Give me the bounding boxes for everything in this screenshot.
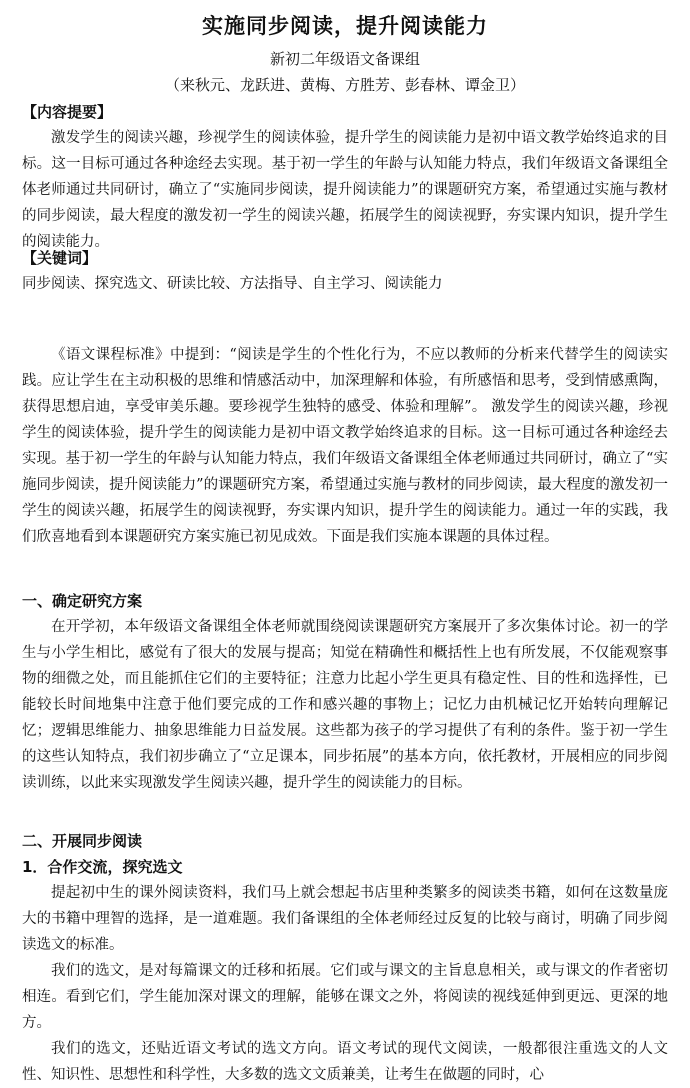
subsection-1-heading: 1．合作交流，探究选文 — [22, 858, 183, 876]
document-subtitle: 新初二年级语文备课组 — [269, 50, 420, 68]
keywords-label: 【关键词】 — [22, 249, 98, 267]
abstract-section — [22, 99, 668, 255]
document-title: 实施同步阅读，提升阅读能力 — [202, 14, 488, 38]
intro-paragraph: 《语文课程标准》中提到：“阅读是学生的个性化行为，不应以教师的分析来代替学生的阅读实践。应让学生在主动积极的思维和情感活动中，加深理解和体验，有所感悟和思考，受到情感熏陶，获得思想启迪，享受审美乐趣。要珍视学生独特的感受、体验和理解”。 激发学生的阅读兴趣，珍视学生的阅读体验，提升学生的阅读能力是初中语文教学始终追求的目标。这一目标可通过各种途经去实现。基于初一学生的年龄与认知能力特点，我们年级语文备课组全体老师通过共同研讨，确立了“实施同步阅读，提升阅读能力”的课题研究方案，希望通过实施与教材的同步阅读，最大程度的激发初一学生的阅读兴趣，拓展学生的阅读视野，夯实课内知识，提升学生的阅读能力。通过一年的实践，我们欣喜地看到本课题研究方案实施已初见成效。下面是我们实施本课题的具体过程。 — [22, 347, 668, 545]
section-2-paragraph: 提起初中生的课外阅读资料，我们马上就会想起书店里种类繁多的阅读类书籍，如何在这数量庞大的书籍中理智的选择，是一道难题。我们备课组的全体老师经过反复的比较与商讨，明确了同步阅读选文的标准。 — [22, 885, 668, 953]
section-2-paragraph: 我们的选文，还贴近语文考试的选文方向。语文考试的现代文阅读，一般都很注重选文的人文性、知识性、思想性和科学性，大多数的选文文质兼美，让考生在做题的同时，心 — [22, 1041, 668, 1083]
section-2-heading: 二、开展同步阅读 — [22, 832, 143, 850]
abstract-text: 激发学生的阅读兴趣，珍视学生的阅读体验，提升学生的阅读能力是初中语文教学始终追求的目标。这一目标可通过各种途经去实现。基于初一学生的年龄与认知能力特点，我们年级语文备课组全体老师通过共同研讨，确立了“实施同步阅读，提升阅读能力”的课题研究方案，希望通过实施与教材的同步阅读，最大程度的激发初一学生的阅读兴趣，拓展学生的阅读视野，夯实课内知识，提升学生的阅读能力。 — [22, 130, 668, 250]
section-2 — [22, 828, 668, 1088]
abstract-label: 【内容提要】 — [22, 103, 113, 121]
section-1-heading: 一、确定研究方案 — [22, 592, 143, 610]
section-2-paragraph: 我们的选文，是对每篇课文的迁移和拓展。它们或与课文的主旨息息相关，或与课文的作者密切相连。看到它们，学生能加深对课文的理解，能够在课文之外，将阅读的视线延伸到更远、更深的地方。 — [22, 963, 668, 1031]
keywords-text: 同步阅读、探究选文、研读比较、方法指导、自主学习、阅读能力 — [22, 276, 443, 292]
author-list: （来秋元、龙跃进、黄梅、方胜芳、彭春林、谭金卫） — [164, 76, 525, 94]
section-1 — [22, 588, 668, 796]
section-1-paragraph: 在开学初，本年级语文备课组全体老师就围绕阅读课题研究方案展开了多次集体讨论。初一的学生与小学生相比，感觉有了很大的发展与提高；知觉在精确性和概括性上也有所发展，不仅能观察事物的细微之处，而且能抓住它们的主要特征；注意力比起小学生更具有稳定性、目的性和选择性，已能较长时间地集中注意于他们要完成的工作和感兴趣的事物上；记忆力由机械记忆开始转向理解记忆；逻辑思维能力、抽象思维能力日益发展。这些都为孩子的学习提供了有利的条件。鉴于初一学生的这些认知特点，我们初步确立了“立足课本，同步拓展”的基本方向，依托教材，开展相应的同步阅读训练，以此来实现激发学生阅读兴趣，提升学生的阅读能力的目标。 — [22, 619, 668, 791]
intro-section — [22, 342, 668, 550]
keywords-section — [22, 245, 668, 297]
